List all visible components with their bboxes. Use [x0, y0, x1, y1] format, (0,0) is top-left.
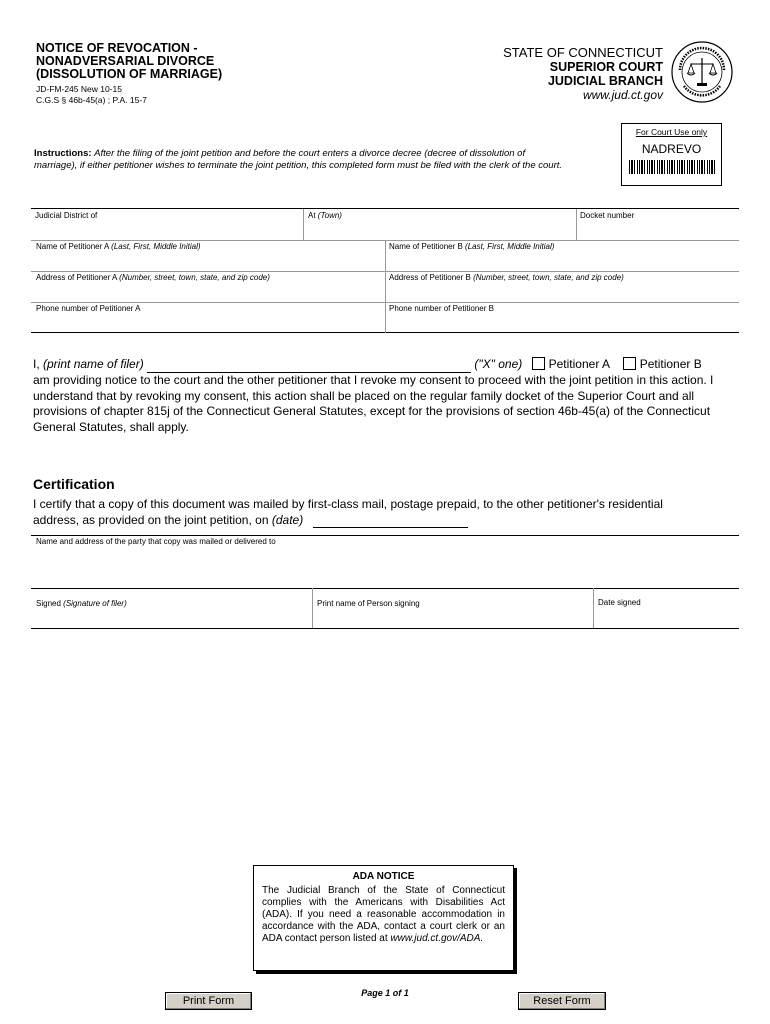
- petitioner-a-checkbox[interactable]: [532, 357, 545, 370]
- ada-heading: ADA NOTICE: [352, 871, 415, 882]
- form-title: NOTICE OF REVOCATION - NONADVERSARIAL DIVORCE (DISSOLUTION OF MARRIAGE): [36, 41, 223, 81]
- judicial-district-field[interactable]: Judicial District of: [35, 211, 98, 220]
- docket-number-field[interactable]: Docket number: [580, 211, 635, 220]
- mailed-date-input[interactable]: [313, 514, 468, 528]
- date-signed-field[interactable]: Date signed: [598, 598, 641, 607]
- form-number: JD-FM-245 New 10-15: [36, 84, 122, 94]
- judicial-seal-icon: [670, 40, 734, 104]
- ada-notice: ADA NOTICE The Judicial Branch of the State of Connecticut complies with the Americans with Disabilities Act (ADA). If you need a reasonable accommodation in accordance with the ADA, contact a court clerk or an ADA contact person listed at www.jud.ct.gov/ADA.: [253, 865, 514, 971]
- reset-form-button[interactable]: Reset Form: [518, 992, 606, 1010]
- revocation-line: I, (print name of filer) ("X" one) Petitioner A Petitioner B: [33, 357, 702, 371]
- instructions: Instructions: After the filing of the joint petition and before the court enters a divorce decree (decree of dissolution of marriage), if either petitioner wishes to terminate the joint petition, this completed form must be filed with the clerk of the court.: [34, 148, 563, 171]
- mailed-to-field[interactable]: Name and address of the party that copy was mailed or delivered to: [36, 537, 276, 546]
- court-name: SUPERIOR COURT: [549, 60, 663, 74]
- town-field[interactable]: At (Town): [308, 211, 342, 220]
- branch-name: JUDICIAL BRANCH: [547, 74, 663, 88]
- page-number: Page 1 of 1: [361, 988, 409, 998]
- petitioner-b-checkbox[interactable]: [623, 357, 636, 370]
- party-info-grid: [31, 208, 739, 333]
- signature-field[interactable]: Signed (Signature of filer): [36, 599, 127, 608]
- print-form-button[interactable]: Print Form: [165, 992, 252, 1010]
- revocation-statement: am providing notice to the court and the other petitioner that I revoke my consent to proceed with the joint petition in this action. I understand that by revoking my consent, this action shall be placed on the regular family docket of the Superior Court and all provisions of chapter 815j of the Connecticut General Statutes, except for the provisions of section 46b-45(a) of the Connecticut General Statutes, shall apply.: [33, 373, 714, 434]
- ada-link[interactable]: www.jud.ct.gov/ADA.: [390, 933, 484, 944]
- petitioner-a-phone-field[interactable]: Phone number of Petitioner A: [36, 304, 141, 313]
- petitioner-b-name-field[interactable]: Name of Petitioner B (Last, First, Middle Initial): [389, 242, 555, 251]
- petitioner-a-address-field[interactable]: Address of Petitioner A (Number, street, town, state, and zip code): [36, 273, 270, 282]
- court-use-label: For Court Use only: [635, 127, 708, 137]
- print-name-field[interactable]: Print name of Person signing: [317, 599, 420, 608]
- petitioner-a-name-field[interactable]: Name of Petitioner A (Last, First, Middle Initial): [36, 242, 201, 251]
- filer-name-input[interactable]: [147, 359, 471, 373]
- barcode: [629, 160, 715, 174]
- website-link[interactable]: www.jud.ct.gov: [582, 88, 663, 102]
- certification-text: I certify that a copy of this document was mailed by first-class mail, postage prepaid, to the other petitioner's residential address, as provided on the joint petition, on (date): [33, 497, 663, 527]
- certification-heading: Certification: [33, 476, 115, 492]
- court-header: [503, 46, 663, 102]
- statute-reference: C.G.S § 46b-45(a) ; P.A. 15-7: [36, 95, 147, 105]
- court-use-box: [621, 123, 722, 186]
- petitioner-b-phone-field[interactable]: Phone number of Petitioner B: [389, 304, 494, 313]
- petitioner-b-address-field[interactable]: Address of Petitioner B (Number, street, town, state, and zip code): [389, 273, 624, 282]
- state-name: STATE OF CONNECTICUT: [503, 45, 663, 60]
- form-code: NADREVO: [641, 142, 702, 156]
